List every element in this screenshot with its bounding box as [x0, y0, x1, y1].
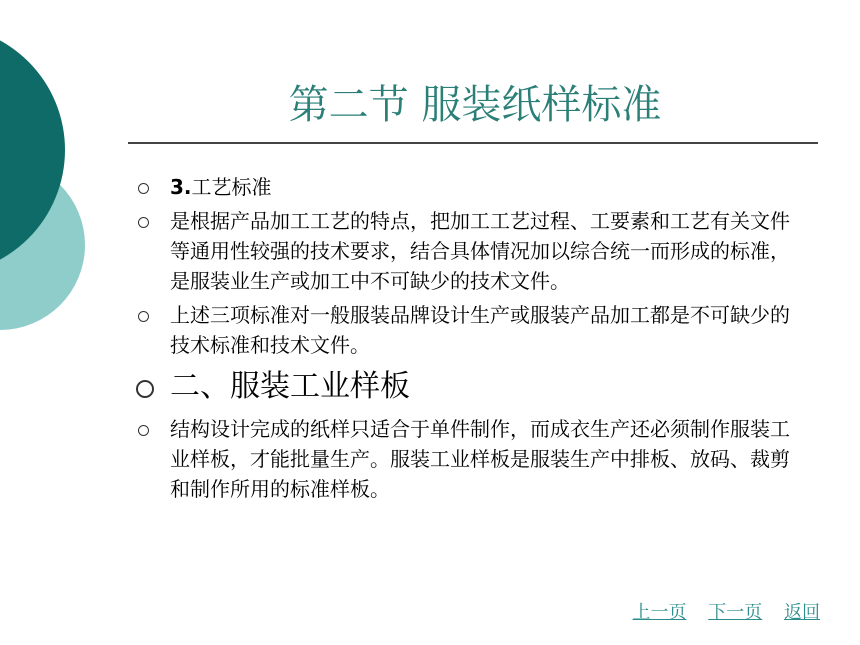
bullet-item [136, 206, 806, 296]
back-link[interactable]: 返回 [784, 602, 820, 623]
bullet-item [136, 172, 806, 202]
bullet-list [136, 172, 806, 508]
slide-navigation [617, 598, 820, 624]
bullet-circle-icon [138, 183, 149, 194]
bullet-text: 上述三项标准对一般服装品牌设计生产或服装产品加工都是不可缺少的技术标准和技术文件。 [170, 303, 790, 357]
bullet-item [136, 414, 806, 504]
section-heading: 二、服装工业样板 [170, 369, 410, 404]
bullet-circle-icon [136, 380, 154, 398]
bullet-circle-icon [138, 217, 149, 228]
bullet-circle-icon [138, 311, 149, 322]
bullet-text: 结构设计完成的纸样只适合于单件制作，而成衣生产还必须制作服装工业样板，才能批量生产。服装工业样板是服装生产中排板、放码、裁剪和制作所用的标准样板。 [170, 417, 790, 501]
bullet-item [136, 300, 806, 360]
bullet-circle-icon [138, 425, 149, 436]
bullet-number: 3. [170, 175, 192, 199]
next-page-link[interactable]: 下一页 [708, 602, 763, 623]
section-heading-item [136, 368, 806, 406]
slide-title: 第二节 服装纸样标准 [288, 82, 662, 128]
bullet-text: 是根据产品加工工艺的特点，把加工工艺过程、工要素和工艺有关文件等通用性较强的技术要求，结合具体情况加以综合统一而形成的标准，是服装业生产或加工中不可缺少的技术文件。 [170, 209, 790, 293]
prev-page-link[interactable]: 上一页 [632, 602, 687, 623]
title-divider [128, 142, 818, 144]
bullet-text: 工艺标准 [191, 175, 272, 199]
